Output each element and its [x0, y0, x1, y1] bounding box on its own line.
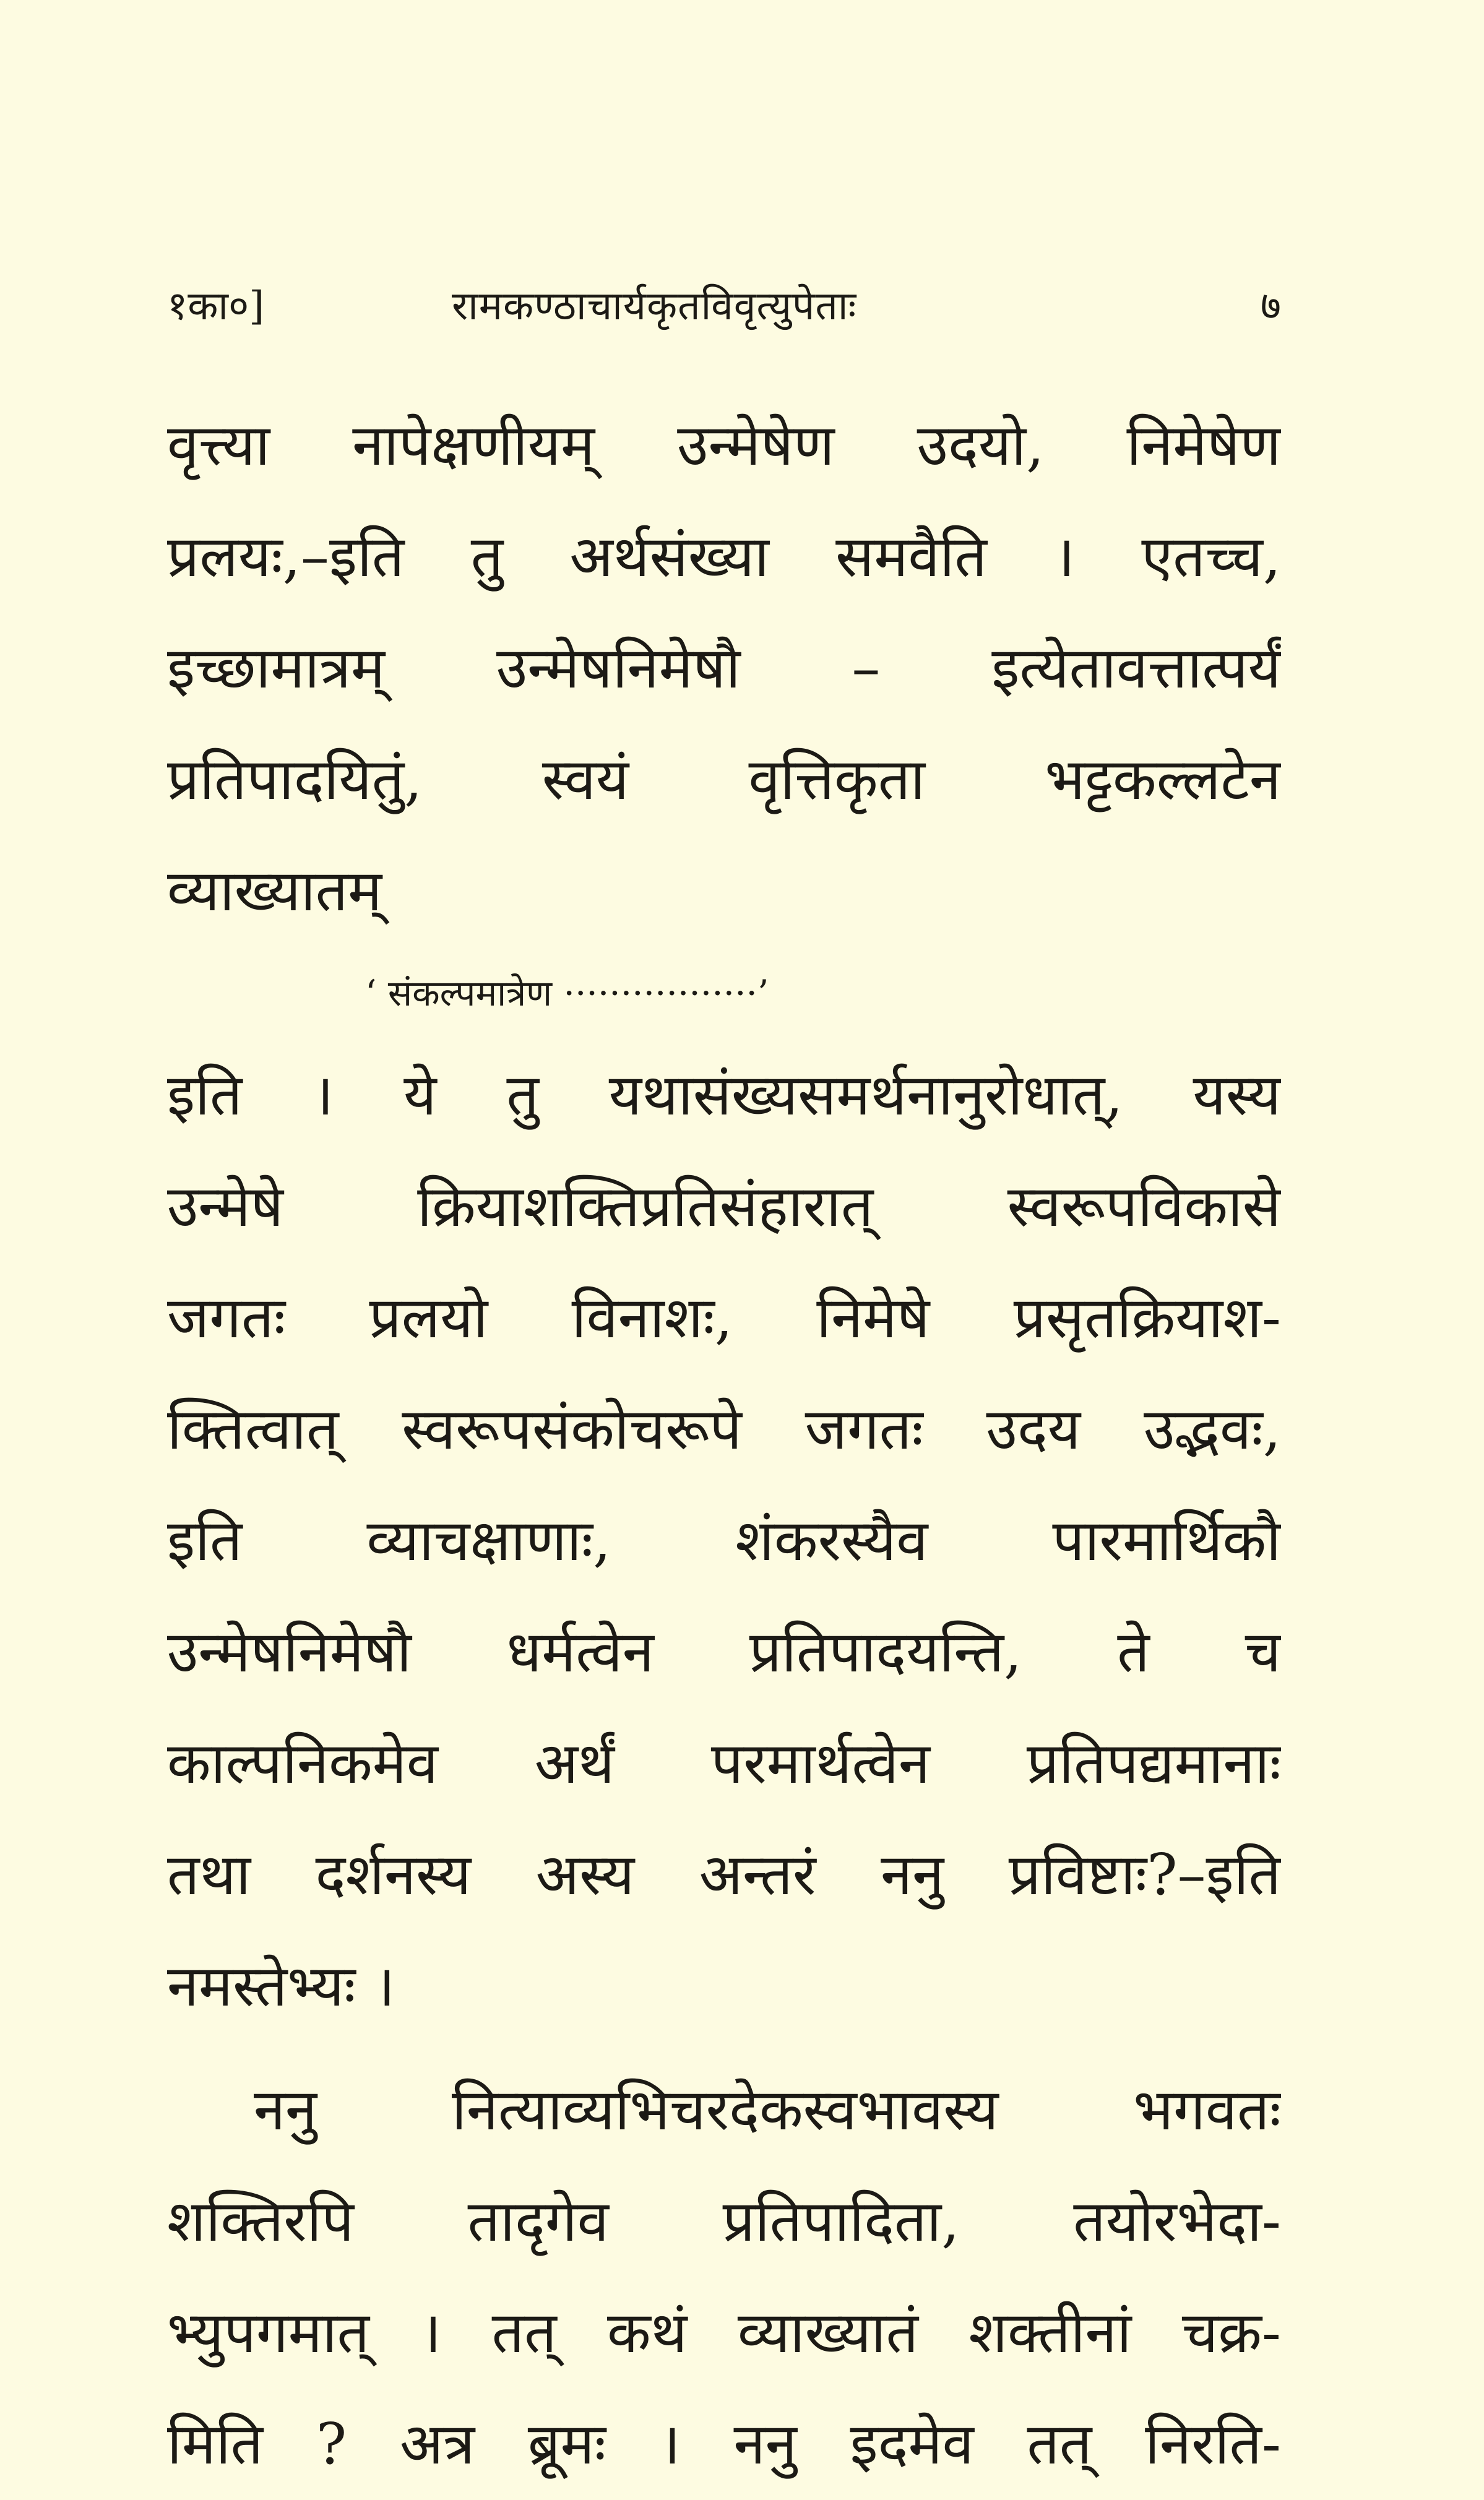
text-line: शक्तिरपि तादृगेव प्रतिपादिता, तयोरभेदा- — [167, 2188, 1281, 2254]
block-quote: ‘ संकल्पमात्रेण ·················’ — [365, 972, 769, 1014]
text-line: वृत्त्या नापेक्षणीयम् उन्मेषेण उदयो, निमेषेण — [167, 412, 1281, 478]
text-line: व्याख्यातम् — [167, 858, 382, 924]
text-line: उन्मेषे क्रियाशक्तिप्रतिसंहारात् स्वरूपविकासे — [167, 1173, 1281, 1239]
paragraph-1 — [167, 390, 1281, 947]
text-line: प्रलयः,–इति तु अर्थसंख्या समवैति । एतच्च, — [167, 524, 1281, 590]
text-line: भ्युपगमात् । तत् कथं व्याख्यातं शक्तीनां चक्र- — [167, 2300, 1281, 2366]
text-line: ननु नित्याव्यभिचरदेकस्वभावस्य भगवतः — [254, 2077, 1281, 2143]
running-title: रामकण्ठाचार्यकृतविवृत्युपेताः — [452, 283, 857, 329]
text-line: मिति ? अत्र ब्रूमः । ननु इदमेव तत् निरति- — [167, 2411, 1281, 2477]
text-line: इति । ये तु यथासंख्यसमर्थनानुरोधात्, यस्य — [167, 1062, 1281, 1128]
text-line: काल्पनिकमेव अर्थं परमार्थत्वेन प्रतिपद्यमानाः — [167, 1730, 1281, 1796]
text-line: जगतः प्रलयो विनाशः, निमेषे प्रसृतक्रियाश- — [167, 1285, 1281, 1351]
text-line: नमस्तेभ्यः । — [167, 1953, 395, 2019]
text-line: इच्छामात्रम् उन्मेषनिमेषौ – इत्येतावत्तात्पर्यं — [167, 635, 1281, 701]
page-number: ७ — [1260, 283, 1281, 329]
paragraph-gap — [167, 2042, 1281, 2054]
paragraph-3 — [167, 2054, 1281, 2500]
section-marker: १का०] — [167, 283, 265, 329]
text-line: प्रतिपादयितुं, स्वयं वृत्तिकृता भट्टकल्लटेन — [167, 746, 1281, 812]
paragraph-2 — [167, 1040, 1281, 2042]
text-line: उन्मेषनिमेषौ धर्मत्वेन प्रतिपादयन्ति, ते च — [167, 1619, 1281, 1685]
running-head — [167, 272, 1281, 340]
text-line: तथा दर्शनस्य अस्य अन्तरं ननु प्रविष्टाः?–इति — [167, 1842, 1281, 1908]
text-line: इति व्याचक्षाणाः, शंकरस्यैव पारमार्थिकौ — [167, 1507, 1281, 1574]
body-text — [167, 390, 1281, 2500]
text-line: क्तित्वात् स्वरूपसंकोचरूपे जगतः उदय उद्भवः, — [167, 1396, 1281, 1462]
